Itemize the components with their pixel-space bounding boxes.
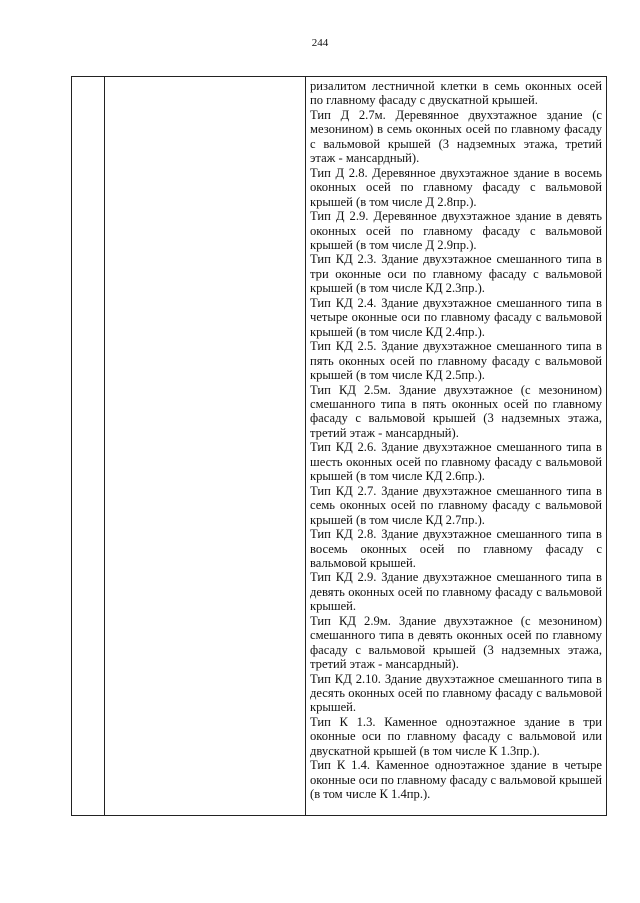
table-entry: Тип Д 2.7м. Деревянное двухэтажное здание (с мезонином) в семь оконных осей по главному фасаду с вальмовой крышей (3 надземных этажа, третий этаж - мансардный). — [310, 107, 602, 166]
table-entry: Тип К 1.4. Каменное одноэтажное здание в четыре оконные оси по главному фасаду с вальмовой крышей (в том числе К 1.4пр.). — [310, 758, 602, 802]
document-table — [71, 76, 607, 816]
table-entry: Тип КД 2.5. Здание двухэтажное смешанного типа в пять оконных осей по главному фасаду с вальмовой крышей (в том числе КД 2.5пр.). — [310, 339, 602, 383]
column-divider-2 — [305, 77, 306, 815]
table-entry: Тип Д 2.9. Деревянное двухэтажное здание в девять оконных осей по главному фасаду с вальмовой крышей (в том числе Д 2.9пр.). — [310, 209, 602, 252]
column-divider-1 — [104, 77, 105, 815]
table-entry: Тип КД 2.5м. Здание двухэтажное (с мезонином) смешанного типа в пять оконных осей по главному фасаду с вальмовой крышей (3 надземных этажа, третий этаж - мансардный). — [310, 382, 602, 440]
table-entry: Тип КД 2.3. Здание двухэтажное смешанного типа в три оконные оси по главному фасаду с вальмовой крышей (в том числе КД 2.3пр.). — [310, 252, 602, 296]
table-entry: Тип КД 2.9м. Здание двухэтажное (с мезонином) смешанного типа в девять оконных осей по главному фасаду с вальмовой крышей (3 надземных этажа, третий этаж - мансардный). — [310, 613, 602, 672]
page-number: 244 — [311, 37, 329, 49]
table-entry: Тип КД 2.6. Здание двухэтажное смешанного типа в шесть оконных осей по главному фасаду с вальмовой крышей (в том числе КД 2.6пр.). — [310, 440, 602, 484]
table-entry: Тип КД 2.10. Здание двухэтажное смешанного типа в десять оконных осей по главному фасаду с вальмовой крышей. — [310, 671, 602, 715]
table-entry: Тип Д 2.8. Деревянное двухэтажное здание в восемь оконных осей по главному фасаду с вальмовой крышей (в том числе Д 2.8пр.). — [310, 165, 602, 209]
table-entry: Тип КД 2.7. Здание двухэтажное смешанного типа в семь оконных осей по главному фасаду с вальмовой крышей (в том числе КД 2.7пр.). — [310, 483, 602, 527]
table-entry: Тип КД 2.9. Здание двухэтажное смешанного типа в девять оконных осей по главному фасаду с вальмовой крышей. — [310, 570, 602, 614]
table-entry: Тип КД 2.4. Здание двухэтажное смешанного типа в четыре оконные оси по главному фасаду с вальмовой крышей (в том числе КД 2.4пр.). — [310, 295, 602, 339]
description-cell — [310, 79, 602, 802]
table-entry: Тип К 1.3. Каменное одноэтажное здание в три оконные оси по главному фасаду с вальмовой или двускатной крышей (в том числе К 1.3пр.). — [310, 714, 602, 758]
table-entry: Тип КД 2.8. Здание двухэтажное смешанного типа в восемь оконных осей по главному фасаду с вальмовой крышей. — [310, 527, 602, 570]
table-entry: ризалитом лестничной клетки в семь оконных осей по главному фасаду с двускатной крышей. — [310, 79, 602, 108]
